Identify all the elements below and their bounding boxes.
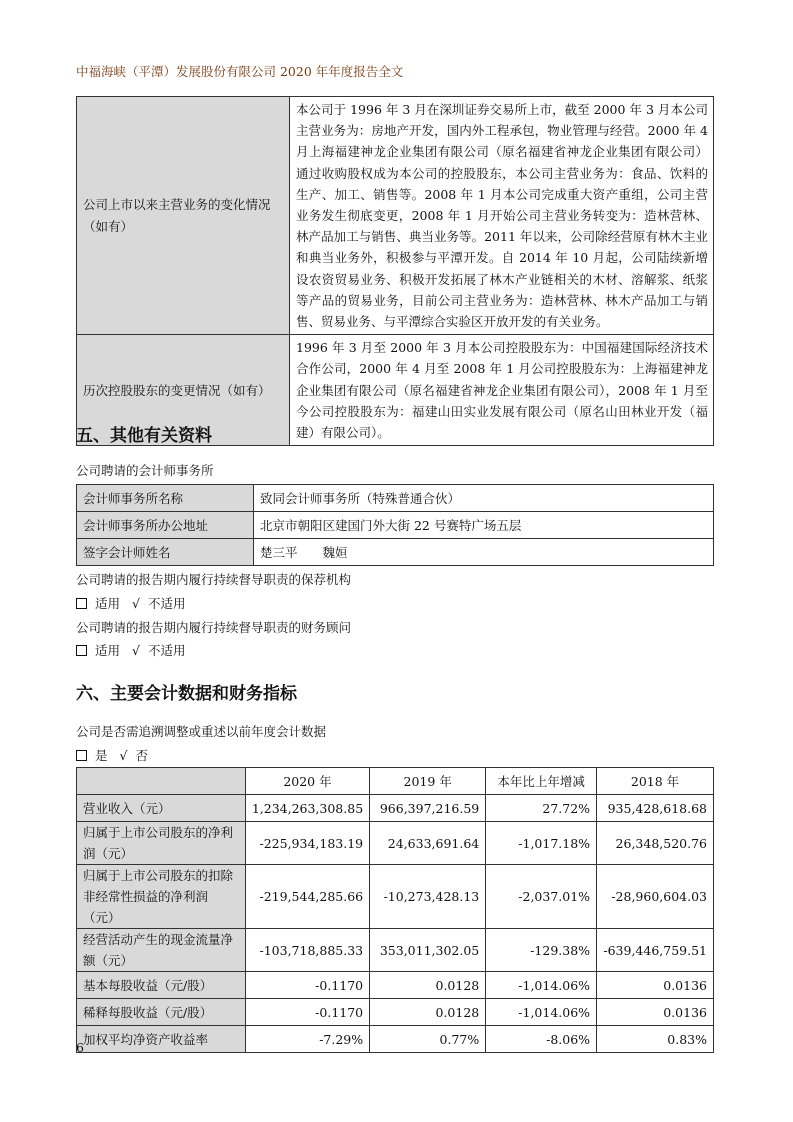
cell-value: 966,397,216.59	[370, 795, 486, 822]
checkbox-empty-icon	[76, 598, 87, 609]
row-label: 稀释每股收益（元/股）	[77, 999, 246, 1026]
cell-value: 26,348,520.76	[597, 822, 714, 865]
row-value: 致同会计师事务所（特殊普通合伙）	[254, 485, 714, 512]
running-header: 中福海峡（平潭）发展股份有限公司 2020 年年度报告全文	[76, 64, 404, 79]
column-header: 2020 年	[245, 768, 369, 795]
cell-value: 0.0128	[370, 999, 486, 1026]
checkbox-empty-icon	[76, 750, 87, 761]
option-label: 否	[135, 748, 148, 763]
row-label: 公司上市以来主营业务的变化情况（如有）	[77, 97, 290, 335]
cell-value: 0.0136	[597, 972, 714, 999]
cell-value: -7.29%	[245, 1026, 369, 1053]
cell-value: 1,234,263,308.85	[245, 795, 369, 822]
column-header: 本年比上年增减	[486, 768, 597, 795]
cell-value: -1,017.18%	[486, 822, 597, 865]
cell-value: 27.72%	[486, 795, 597, 822]
cell-value: -10,273,428.13	[370, 865, 486, 929]
option-row	[76, 746, 148, 764]
table-row	[77, 929, 714, 972]
option-row	[76, 641, 186, 659]
section-title: 五、其他有关资料	[76, 426, 212, 446]
section-title: 六、主要会计数据和财务指标	[76, 684, 297, 704]
option-label: 不适用	[147, 643, 186, 658]
cell-value: 24,633,691.64	[370, 822, 486, 865]
row-label: 基本每股收益（元/股）	[77, 972, 246, 999]
table-row	[77, 512, 714, 539]
cell-value: -0.1170	[245, 999, 369, 1026]
table-row	[77, 822, 714, 865]
cell-value: -0.1170	[245, 972, 369, 999]
cell-value: -1,014.06%	[486, 972, 597, 999]
table-row	[77, 795, 714, 822]
row-value: 北京市朝阳区建国门外大街 22 号赛特广场五层	[254, 512, 714, 539]
option-label: 不适用	[147, 596, 186, 611]
row-label: 经营活动产生的现金流量净额（元）	[77, 929, 246, 972]
table-row	[77, 1026, 714, 1053]
table-row	[77, 999, 714, 1026]
table-row	[77, 865, 714, 929]
cell-value: -1,014.06%	[486, 999, 597, 1026]
row-label: 会计师事务所名称	[77, 485, 254, 512]
cell-value: -8.06%	[486, 1026, 597, 1053]
accounting-firm-table	[76, 484, 714, 566]
row-label: 签字会计师姓名	[77, 539, 254, 566]
question-sponsor: 公司聘请的报告期内履行持续督导职责的保荐机构	[76, 572, 352, 587]
financial-data-table	[76, 767, 714, 1053]
option-row	[76, 594, 186, 612]
cell-value: -103,718,885.33	[245, 929, 369, 972]
row-text: 本公司于 1996 年 3 月在深圳证券交易所上市，截至 2000 年 3 月本公司主营业务为：房地产开发，国内外工程承包，物业管理与经营。2000 年 4 月上海福建神龙企业集团有限公司（原名福建省神龙企业集团有限公司）通过收购股权成为本公司的控股股东，本公司主营业务为：食品、饮料的生产、加工、销售等。2008 年 1 月本公司完成重大资产重组，公司主营业务发生彻底变更，2008 年 1 月开始公司主营业务转变为：造林营林、林产品加工与销售、典当业务等。2011 年以来，公司除经营原有林木主业和典当业务外，积极参与平潭开发。自 2014 年 10 月起，公司陆续新增设农资贸易业务、积极开发拓展了林木产业链相关的木材、溶解浆、纸浆等产品的贸易业务，目前公司主营业务为：造林营林、林木产品加工与销售、贸易业务、与平潭综合实验区开放开发的有关业务。	[290, 97, 714, 335]
option-label: 是	[95, 748, 108, 763]
header-row	[77, 768, 714, 795]
row-label: 归属于上市公司股东的扣除非经常性损益的净利润（元）	[77, 865, 246, 929]
cell-value: 0.0136	[597, 999, 714, 1026]
cell-value: 935,428,618.68	[597, 795, 714, 822]
column-header: 2019 年	[370, 768, 486, 795]
row-label: 归属于上市公司股东的净利润（元）	[77, 822, 246, 865]
cell-value: 0.77%	[370, 1026, 486, 1053]
check-icon: √	[119, 748, 128, 763]
page-number: 6	[76, 1040, 84, 1055]
subtitle: 公司聘请的会计师事务所	[76, 463, 214, 478]
question-restate: 公司是否需追溯调整或重述以前年度会计数据	[76, 724, 327, 739]
table-row	[77, 97, 714, 335]
cell-value: -28,960,604.03	[597, 865, 714, 929]
column-header: 2018 年	[597, 768, 714, 795]
cell-value: -2,037.01%	[486, 865, 597, 929]
row-label: 营业收入（元）	[77, 795, 246, 822]
column-header	[77, 768, 246, 795]
checkbox-empty-icon	[76, 645, 87, 656]
table-row	[77, 485, 714, 512]
check-icon: √	[132, 596, 140, 611]
company-history-table	[76, 96, 714, 446]
row-text: 1996 年 3 月至 2000 年 3 月本公司控股股东为：中国福建国际经济技术合作公司，2000 年 4 月至 2008 年 1 月公司控股股东为：上海福建神龙企业集团有限公司（原名福建省神龙企业集团有限公司），2008 年 1 月至今公司控股股东为：福建山田实业发展有限公司（原名山田林业开发（福建）有限公司）。	[290, 335, 714, 446]
cell-value: 0.83%	[597, 1026, 714, 1053]
cell-value: -129.38%	[486, 929, 597, 972]
cell-value: -219,544,285.66	[245, 865, 369, 929]
cell-value: -225,934,183.19	[245, 822, 369, 865]
row-label: 历次控股股东的变更情况（如有）	[77, 335, 290, 446]
row-label: 会计师事务所办公地址	[77, 512, 254, 539]
cell-value: -639,446,759.51	[597, 929, 714, 972]
table-row	[77, 539, 714, 566]
row-value: 楚三平 魏姮	[254, 539, 714, 566]
question-advisor: 公司聘请的报告期内履行持续督导职责的财务顾问	[76, 620, 352, 635]
cell-value: 0.0128	[370, 972, 486, 999]
table-row	[77, 972, 714, 999]
option-label: 适用	[95, 643, 121, 658]
check-icon: √	[132, 643, 140, 658]
row-label: 加权平均净资产收益率	[77, 1026, 246, 1053]
cell-value: 353,011,302.05	[370, 929, 486, 972]
option-label: 适用	[95, 596, 121, 611]
